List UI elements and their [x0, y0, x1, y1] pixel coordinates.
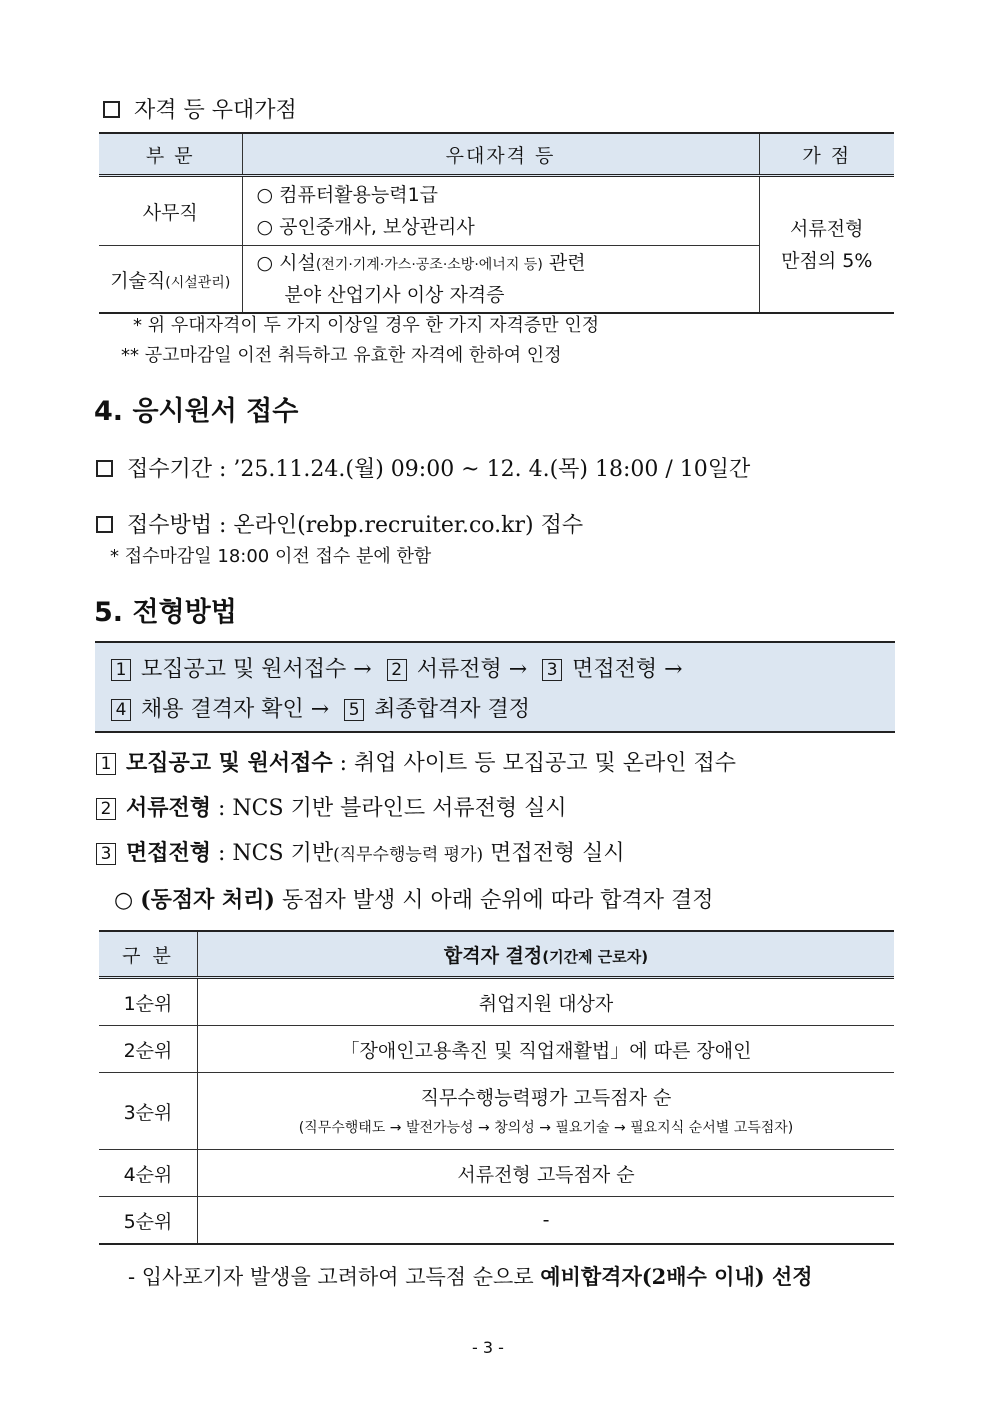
- category-office: 사무직: [99, 176, 242, 246]
- application-period: 접수기간 : ’25.11.24.(월) 09:00 ~ 12. 4.(목) 18:00 / 10일간: [96, 452, 750, 483]
- list-item: 분야 산업기사 이상 자격증: [284, 284, 505, 306]
- bonus-table: [99, 132, 894, 314]
- page-number: - 3 -: [472, 1338, 504, 1357]
- points-cell: 서류전형 만점의 5%: [759, 176, 894, 314]
- header-decision: 합격자 결정(기간제 근로자): [198, 931, 895, 978]
- application-method: 접수방법 : 온라인(rebp.recruiter.co.kr) 접수: [96, 508, 583, 539]
- bonus-note-2: ** 공고마감일 이전 취득하고 유효한 자격에 한하여 인정: [121, 345, 562, 366]
- header-points: 가 점: [759, 133, 894, 176]
- bonus-heading: 자격 등 우대가점: [103, 93, 297, 124]
- step-2: 2 서류전형 : NCS 기반 블라인드 서류전형 실시: [96, 791, 567, 822]
- header-category: 부 문: [99, 133, 242, 176]
- table-row: 1순위 취업지원 대상자: [99, 978, 894, 1026]
- header-rank: 구 분: [99, 931, 198, 978]
- rank-table: [99, 930, 894, 1245]
- checkbox-square-icon: [96, 516, 113, 533]
- table-row: [99, 176, 894, 246]
- bonus-note-1: * 위 우대자격이 두 가지 이상일 경우 한 가지 자격증만 인정: [133, 315, 600, 336]
- table-row: 3순위 직무수행능력평가 고득점자 순 (직무수행태도 → 발전가능성 → 창의성 → 필요기술 → 필요지식 순서별 고득점자): [99, 1073, 894, 1150]
- flow-line-2: 4 채용 결격자 확인 → 5 최종합격자 결정: [111, 692, 530, 723]
- step-3: 3 면접전형 : NCS 기반(직무수행능력 평가) 면접전형 실시: [96, 836, 625, 867]
- list-item: ○ 시설(전기·기계·가스·공조·소방·에너지 등) 관련: [256, 252, 586, 274]
- checkbox-square-icon: [103, 101, 120, 118]
- step-1: 1 모집공고 및 원서접수 : 취업 사이트 등 모집공고 및 온라인 접수: [96, 746, 736, 777]
- section-title-selection: 5. 전형방법: [94, 597, 237, 628]
- category-tech: 기술직(시설관리): [99, 246, 242, 314]
- application-note: * 접수마감일 18:00 이전 접수 분에 한함: [110, 546, 432, 567]
- reserve-note: - 입사포기자 발생을 고려하여 고득점 순으로 예비합격자(2배수 이내) 선정: [128, 1264, 813, 1289]
- list-item: ○ 공인중개사, 보상관리사: [256, 216, 475, 238]
- table-row: 5순위 -: [99, 1197, 894, 1245]
- header-qualification: 우대자격 등: [242, 133, 759, 176]
- section-title-application: 4. 응시원서 접수: [94, 396, 299, 427]
- table-row: 4순위 서류전형 고득점자 순: [99, 1150, 894, 1197]
- flow-line-1: 1 모집공고 및 원서접수 → 2 서류전형 → 3 면접전형 →: [111, 652, 683, 683]
- checkbox-square-icon: [96, 460, 113, 477]
- tie-rule: ○ (동점자 처리) 동점자 발생 시 아래 순위에 따라 합격자 결정: [114, 887, 714, 913]
- table-row: 2순위 「장애인고용촉진 및 직업재활법」에 따른 장애인: [99, 1026, 894, 1073]
- list-item: ○ 컴퓨터활용능력1급: [256, 184, 439, 206]
- selection-flow-box: [95, 641, 895, 733]
